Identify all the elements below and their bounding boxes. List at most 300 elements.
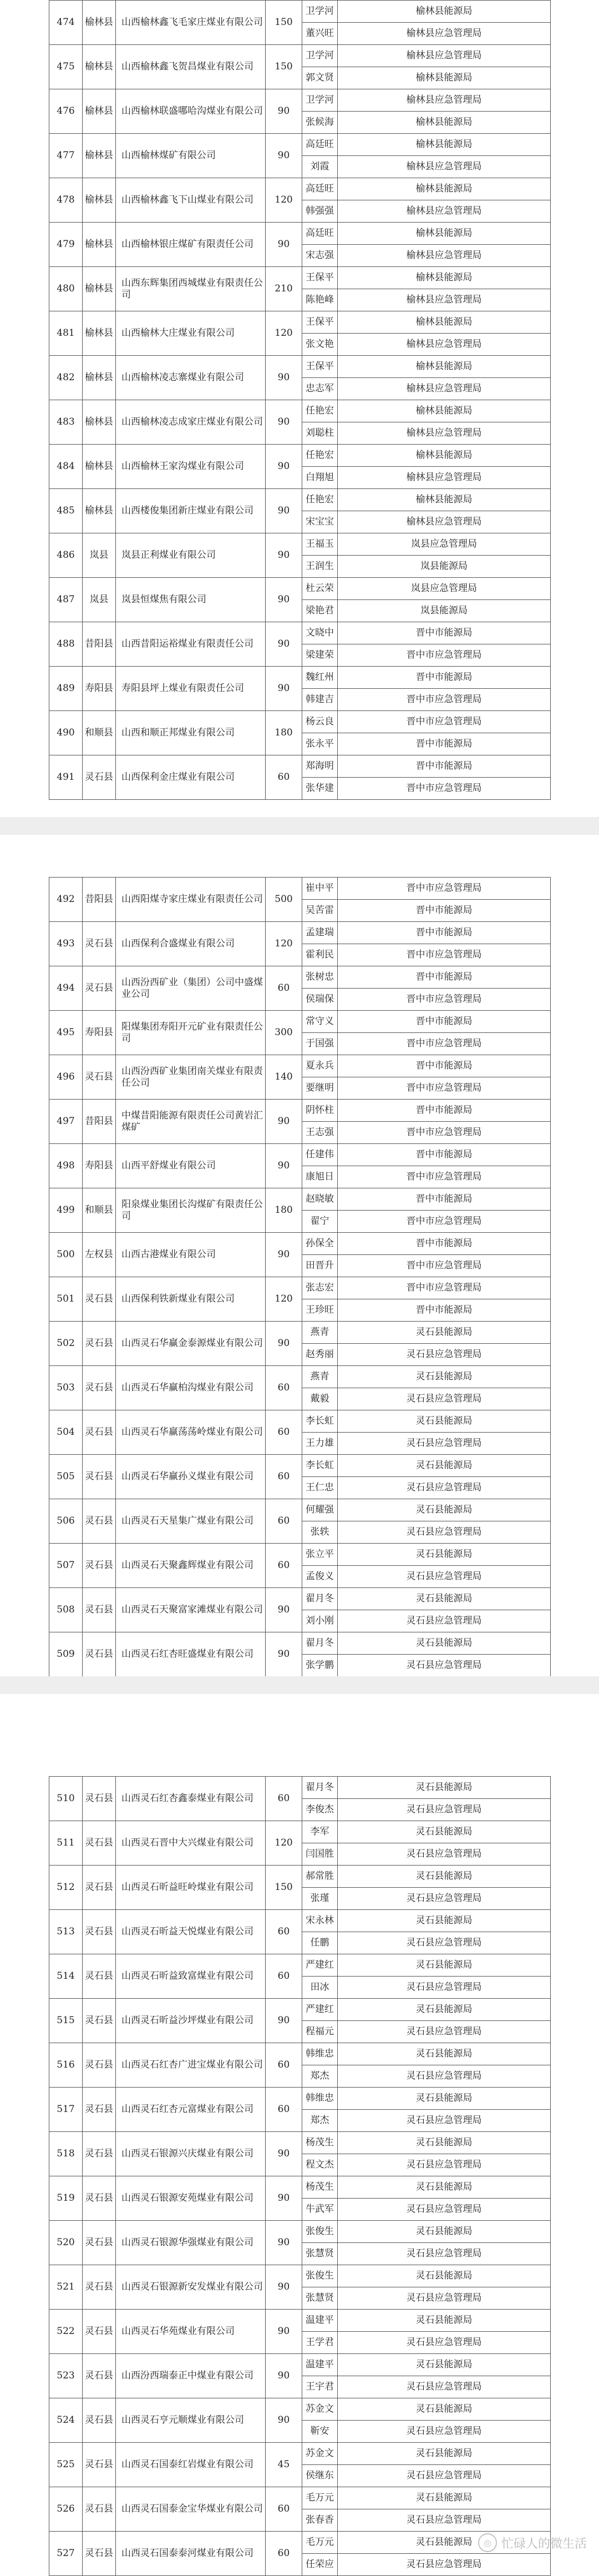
capacity-cell: 150 [266,45,302,89]
table-row [49,1277,551,1299]
company-name-cell: 山西保利合盛煤业有限公司 [116,922,266,966]
company-name-cell: 阳煤集团寿阳开元矿业有限责任公司 [116,1011,266,1055]
responsible-person-cell: 燕青 [302,1366,338,1388]
row-number: 480 [49,267,83,311]
row-number: 505 [49,1455,83,1499]
page-2 [0,855,599,1671]
responsible-person-cell: 郑杰 [302,2065,338,2088]
table-row [49,1455,551,1477]
responsible-person-cell: 卫学河 [302,89,338,112]
responsible-person-cell: 王仁忠 [302,1477,338,1499]
capacity-cell: 90 [266,223,302,267]
capacity-cell: 500 [266,878,302,922]
row-number: 477 [49,134,83,178]
responsible-person-cell: 宋永林 [302,1910,338,1932]
row-number: 500 [49,1233,83,1277]
county-cell: 灵石县 [83,2043,116,2088]
department-cell: 晋中市能源局 [338,622,551,644]
department-cell: 岚县应急管理局 [338,578,551,600]
company-name-cell: 岚县正利煤业有限公司 [116,533,266,578]
watermark [478,2533,587,2552]
department-cell: 灵石县能源局 [338,1999,551,2021]
responsible-person-cell: 王保平 [302,267,338,289]
table-row [49,622,551,644]
department-cell: 榆林县能源局 [338,400,551,422]
capacity-cell: 120 [266,922,302,966]
capacity-cell: 90 [266,2265,302,2310]
department-cell: 晋中市应急管理局 [338,1277,551,1299]
department-cell: 晋中市能源局 [338,755,551,778]
responsible-person-cell: 高廷旺 [302,178,338,200]
company-name-cell: 山西榆林联盛哪哈沟煤业有限公司 [116,89,266,134]
capacity-cell: 180 [266,711,302,755]
capacity-cell: 120 [266,1821,302,1866]
row-number: 479 [49,223,83,267]
capacity-cell: 150 [266,1,302,45]
county-cell: 灵石县 [83,1910,116,1954]
responsible-person-cell: 翟宁 [302,1211,338,1233]
table-row [49,1866,551,1888]
row-number: 484 [49,445,83,489]
county-cell: 榆林县 [83,223,116,267]
row-number: 485 [49,489,83,533]
row-number: 515 [49,1999,83,2043]
department-cell: 晋中市能源局 [338,1188,551,1211]
department-cell: 灵石县应急管理局 [338,2199,551,2221]
county-cell: 灵石县 [83,1588,116,1632]
capacity-cell: 90 [266,578,302,622]
county-cell: 灵石县 [83,966,116,1011]
county-cell: 寿阳县 [83,1144,116,1188]
department-cell: 晋中市应急管理局 [338,778,551,800]
county-cell: 和顺县 [83,1188,116,1233]
department-cell: 灵石县应急管理局 [338,1932,551,1954]
responsible-person-cell: 王力雄 [302,1433,338,1455]
responsible-person-cell: 闫国胜 [302,1843,338,1866]
department-cell: 灵石县能源局 [338,2398,551,2421]
county-cell: 灵石县 [83,1499,116,1544]
department-cell: 榆林县应急管理局 [338,289,551,311]
department-cell: 晋中市应急管理局 [338,878,551,900]
table-row [49,2532,551,2554]
capacity-cell: 60 [266,2088,302,2132]
table-row [49,1821,551,1843]
company-name-cell: 山西灵石晋中大兴煤业有限公司 [116,1821,266,1866]
capacity-cell: 90 [266,1100,302,1144]
responsible-person-cell: 程福元 [302,2021,338,2043]
county-cell: 榆林县 [83,134,116,178]
responsible-person-cell: 王福玉 [302,533,338,556]
table-row [49,533,551,556]
county-cell: 灵石县 [83,1777,116,1821]
department-cell: 榆林县能源局 [338,1,551,23]
capacity-cell: 60 [266,2532,302,2576]
capacity-cell: 60 [266,1910,302,1954]
company-name-cell: 山西榆林王家沟煤业有限公司 [116,445,266,489]
county-cell: 榆林县 [83,400,116,445]
company-name-cell: 山西灵石亨元顺煤业有限公司 [116,2398,266,2443]
responsible-person-cell: 张瑾 [302,1888,338,1910]
capacity-cell: 120 [266,178,302,223]
capacity-cell: 210 [266,267,302,311]
capacity-cell: 90 [266,2176,302,2221]
company-name-cell: 山西灵石银源兴庆煤业有限公司 [116,2132,266,2176]
row-number: 488 [49,622,83,667]
department-cell: 榆林县应急管理局 [338,23,551,45]
county-cell: 岚县 [83,533,116,578]
responsible-person-cell: 田冰 [302,1977,338,1999]
responsible-person-cell: 郑杰 [302,2110,338,2132]
table-row [49,755,551,778]
responsible-person-cell: 康旭日 [302,1166,338,1188]
table-row [49,400,551,422]
company-name-cell: 山西榆林鑫飞贺昌煤业有限公司 [116,45,266,89]
row-number: 497 [49,1100,83,1144]
table-row [49,2043,551,2065]
row-number: 489 [49,667,83,711]
department-cell: 榆林县应急管理局 [338,422,551,445]
department-cell: 灵石县应急管理局 [338,2110,551,2132]
department-cell: 榆林县应急管理局 [338,89,551,112]
table-row [49,1322,551,1344]
table-row [49,178,551,200]
county-cell: 榆林县 [83,89,116,134]
responsible-person-cell: 崔中平 [302,878,338,900]
table-row [49,1632,551,1655]
responsible-person-cell: 阴怀柱 [302,1100,338,1122]
responsible-person-cell: 严建红 [302,1954,338,1977]
page-1 [0,0,599,810]
responsible-person-cell: 翟月冬 [302,1588,338,1610]
table-row [49,489,551,511]
company-name-cell: 山西灵石华赢金泰源煤业有限公司 [116,1322,266,1366]
row-number: 520 [49,2221,83,2265]
department-cell: 灵石县能源局 [338,2443,551,2465]
row-number: 521 [49,2265,83,2310]
capacity-cell: 60 [266,1410,302,1455]
responsible-person-cell: 张俊生 [302,2221,338,2243]
responsible-person-cell: 牛武军 [302,2199,338,2221]
department-cell: 晋中市能源局 [338,900,551,922]
department-cell: 灵石县能源局 [338,2265,551,2287]
table-row [49,1910,551,1932]
capacity-cell: 90 [266,2132,302,2176]
responsible-person-cell: 卫学河 [302,45,338,67]
company-name-cell: 山西灵石天聚富家滩煤业有限公司 [116,1588,266,1632]
company-name-cell: 山西灵石天星集广煤业有限公司 [116,1499,266,1544]
department-cell: 榆林县能源局 [338,489,551,511]
responsible-person-cell: 毛万元 [302,2487,338,2509]
capacity-cell: 120 [266,1277,302,1322]
county-cell: 寿阳县 [83,667,116,711]
row-number: 524 [49,2398,83,2443]
county-cell: 灵石县 [83,2176,116,2221]
row-number: 494 [49,966,83,1011]
table-row [49,711,551,733]
company-name-cell: 山西东辉集团西城煤业有限责任公司 [116,267,266,311]
capacity-cell: 90 [266,2398,302,2443]
department-cell: 榆林县能源局 [338,223,551,245]
department-cell: 灵石县能源局 [338,1499,551,1521]
county-cell: 灵石县 [83,2354,116,2398]
row-number: 506 [49,1499,83,1544]
responsible-person-cell: 赵秀丽 [302,1344,338,1366]
row-number: 527 [49,2532,83,2576]
county-cell: 昔阳县 [83,878,116,922]
capacity-cell: 90 [266,489,302,533]
company-name-cell: 山西灵石华赢荡荡岭煤业有限公司 [116,1410,266,1455]
county-cell: 灵石县 [83,1322,116,1366]
table-row [49,2310,551,2332]
county-cell: 榆林县 [83,311,116,356]
department-cell: 榆林县能源局 [338,112,551,134]
county-cell: 灵石县 [83,2532,116,2576]
county-cell: 灵石县 [83,1544,116,1588]
table-row [49,2265,551,2287]
responsible-person-cell: 翟月冬 [302,1632,338,1655]
company-name-cell: 山西灵石昕益天悦煤业有限公司 [116,1910,266,1954]
table-row [49,2443,551,2465]
responsible-person-cell: 霍利民 [302,944,338,966]
department-cell: 榆林县应急管理局 [338,467,551,489]
responsible-person-cell: 郝常胜 [302,1866,338,1888]
company-name-cell: 山西汾西矿业集团南关煤业有限责任公司 [116,1055,266,1100]
department-cell: 榆林县应急管理局 [338,156,551,178]
company-name-cell: 山西榆林大庄煤业有限公司 [116,311,266,356]
department-cell: 榆林县能源局 [338,311,551,334]
department-cell: 岚县能源局 [338,556,551,578]
county-cell: 灵石县 [83,1410,116,1455]
table-row [49,311,551,334]
wechat-icon: ◎ [478,2533,497,2552]
department-cell: 灵石县应急管理局 [338,1799,551,1821]
department-cell: 灵石县应急管理局 [338,2021,551,2043]
table-row [49,134,551,156]
capacity-cell: 60 [266,1455,302,1499]
county-cell: 灵石县 [83,2398,116,2443]
department-cell: 灵石县能源局 [338,1544,551,1566]
row-number: 493 [49,922,83,966]
county-cell: 岚县 [83,578,116,622]
responsible-person-cell: 韩建吉 [302,689,338,711]
mine-table-3 [49,1776,551,2576]
company-name-cell: 山西灵石华赢柏沟煤业有限公司 [116,1366,266,1410]
row-number: 503 [49,1366,83,1410]
responsible-person-cell: 杨茂生 [302,2132,338,2154]
responsible-person-cell: 王学君 [302,2332,338,2354]
row-number: 510 [49,1777,83,1821]
row-number: 496 [49,1055,83,1100]
capacity-cell: 140 [266,1055,302,1100]
table-row [49,1188,551,1211]
department-cell: 榆林县能源局 [338,134,551,156]
responsible-person-cell: 孟建瑞 [302,922,338,944]
county-cell: 榆林县 [83,45,116,89]
company-name-cell: 山西榆林银庄煤矿有限责任公司 [116,223,266,267]
row-number: 474 [49,1,83,45]
capacity-cell: 180 [266,1188,302,1233]
responsible-person-cell: 王保平 [302,356,338,378]
responsible-person-cell: 温建平 [302,2310,338,2332]
county-cell: 榆林县 [83,445,116,489]
county-cell: 灵石县 [83,1455,116,1499]
company-name-cell: 山西阳煤寺家庄煤业有限责任公司 [116,878,266,922]
responsible-person-cell: 张轶 [302,1521,338,1544]
department-cell: 灵石县能源局 [338,2354,551,2376]
responsible-person-cell: 卫学河 [302,1,338,23]
table-row [49,223,551,245]
responsible-person-cell: 李俊杰 [302,1799,338,1821]
capacity-cell: 60 [266,1954,302,1999]
capacity-cell: 90 [266,1999,302,2043]
department-cell: 灵石县应急管理局 [338,1655,551,1677]
company-name-cell: 山西灵石天聚鑫辉煤业有限公司 [116,1544,266,1588]
county-cell: 昔阳县 [83,1100,116,1144]
mine-table-2 [49,877,551,1677]
responsible-person-cell: 张文艳 [302,334,338,356]
company-name-cell: 山西灵石红杏旺盛煤业有限公司 [116,1632,266,1677]
responsible-person-cell: 李长虹 [302,1455,338,1477]
company-name-cell: 山西和顺正邦煤业有限公司 [116,711,266,755]
responsible-person-cell: 张树忠 [302,966,338,989]
department-cell: 晋中市能源局 [338,1055,551,1077]
department-cell: 灵石县能源局 [338,1366,551,1388]
department-cell: 灵石县能源局 [338,2532,551,2554]
responsible-person-cell: 宋宝宝 [302,511,338,533]
responsible-person-cell: 翟月冬 [302,1777,338,1799]
department-cell: 岚县能源局 [338,600,551,622]
table-row [49,2487,551,2509]
department-cell: 灵石县能源局 [338,1777,551,1799]
county-cell: 灵石县 [83,2487,116,2532]
table-row [49,2221,551,2243]
row-number: 519 [49,2176,83,2221]
county-cell: 灵石县 [83,1055,116,1100]
responsible-person-cell: 高廷旺 [302,134,338,156]
row-number: 482 [49,356,83,400]
table-row [49,1999,551,2021]
company-name-cell: 山西楼俊集团新庄煤业有限公司 [116,489,266,533]
row-number: 498 [49,1144,83,1188]
county-cell: 昔阳县 [83,622,116,667]
row-number: 523 [49,2354,83,2398]
company-name-cell: 山西灵石昕益沙坪煤业有限公司 [116,1999,266,2043]
row-number: 513 [49,1910,83,1954]
row-number: 518 [49,2132,83,2176]
table-row [49,2398,551,2421]
capacity-cell: 90 [266,2310,302,2354]
department-cell: 晋中市应急管理局 [338,1122,551,1144]
responsible-person-cell: 杨云良 [302,711,338,733]
responsible-person-cell: 任艳宏 [302,489,338,511]
row-number: 483 [49,400,83,445]
department-cell: 晋中市应急管理局 [338,644,551,667]
department-cell: 灵石县应急管理局 [338,1843,551,1866]
row-number: 522 [49,2310,83,2354]
capacity-cell: 90 [266,89,302,134]
department-cell: 晋中市应急管理局 [338,711,551,733]
department-cell: 榆林县能源局 [338,445,551,467]
responsible-person-cell: 杨茂生 [302,2176,338,2199]
table-row [49,445,551,467]
department-cell: 灵石县应急管理局 [338,2243,551,2265]
department-cell: 灵石县应急管理局 [338,1433,551,1455]
capacity-cell: 45 [266,2443,302,2487]
responsible-person-cell: 吴苦雷 [302,900,338,922]
responsible-person-cell: 程文杰 [302,2154,338,2176]
capacity-cell: 60 [266,2487,302,2532]
capacity-cell: 60 [266,966,302,1011]
responsible-person-cell: 梁建荣 [302,644,338,667]
responsible-person-cell: 张慧贤 [302,2243,338,2265]
row-number: 516 [49,2043,83,2088]
table-row [49,2176,551,2199]
responsible-person-cell: 侯继东 [302,2465,338,2487]
row-number: 499 [49,1188,83,1233]
capacity-cell: 60 [266,1777,302,1821]
responsible-person-cell: 王宇君 [302,2376,338,2398]
department-cell: 灵石县应急管理局 [338,2421,551,2443]
company-name-cell: 山西榆林鑫飞毛家庄煤业有限公司 [116,1,266,45]
company-name-cell: 山西榆林凌志成家庄煤业有限公司 [116,400,266,445]
responsible-person-cell: 张候海 [302,112,338,134]
table-row [49,1410,551,1433]
responsible-person-cell: 任鹏 [302,1932,338,1954]
responsible-person-cell: 张华建 [302,778,338,800]
table-row [49,1011,551,1033]
county-cell: 灵石县 [83,1866,116,1910]
capacity-cell: 90 [266,667,302,711]
row-number: 491 [49,755,83,800]
department-cell: 晋中市应急管理局 [338,944,551,966]
responsible-person-cell: 张学鹏 [302,1655,338,1677]
responsible-person-cell: 高廷旺 [302,223,338,245]
table-row [49,1544,551,1566]
department-cell: 灵石县应急管理局 [338,2465,551,2487]
responsible-person-cell: 张志宏 [302,1277,338,1299]
responsible-person-cell: 刘聪柱 [302,422,338,445]
responsible-person-cell: 任艳宏 [302,400,338,422]
company-name-cell: 山西汾西瑞泰正中煤业有限公司 [116,2354,266,2398]
responsible-person-cell: 燕青 [302,1322,338,1344]
department-cell: 晋中市能源局 [338,1299,551,1322]
table-row [49,1777,551,1799]
county-cell: 灵石县 [83,1821,116,1866]
capacity-cell: 90 [266,1233,302,1277]
capacity-cell: 90 [266,1632,302,1677]
department-cell: 灵石县应急管理局 [338,1977,551,1999]
company-name-cell: 山西灵石红杏广进宝煤业有限公司 [116,2043,266,2088]
department-cell: 晋中市能源局 [338,1144,551,1166]
company-name-cell: 山西保利铁新煤业有限公司 [116,1277,266,1322]
department-cell: 灵石县能源局 [338,2176,551,2199]
department-cell: 灵石县应急管理局 [338,2509,551,2532]
responsible-person-cell: 韩维忠 [302,2043,338,2065]
responsible-person-cell: 宋志强 [302,245,338,267]
responsible-person-cell: 夏永兵 [302,1055,338,1077]
county-cell: 榆林县 [83,267,116,311]
capacity-cell: 60 [266,755,302,800]
page-separator [0,1676,599,1694]
department-cell: 榆林县能源局 [338,178,551,200]
department-cell: 晋中市应急管理局 [338,1166,551,1188]
county-cell: 榆林县 [83,1,116,45]
department-cell: 灵石县应急管理局 [338,2376,551,2398]
responsible-person-cell: 张俊生 [302,2265,338,2287]
department-cell: 灵石县能源局 [338,1632,551,1655]
county-cell: 灵石县 [83,2132,116,2176]
department-cell: 灵石县应急管理局 [338,1344,551,1366]
